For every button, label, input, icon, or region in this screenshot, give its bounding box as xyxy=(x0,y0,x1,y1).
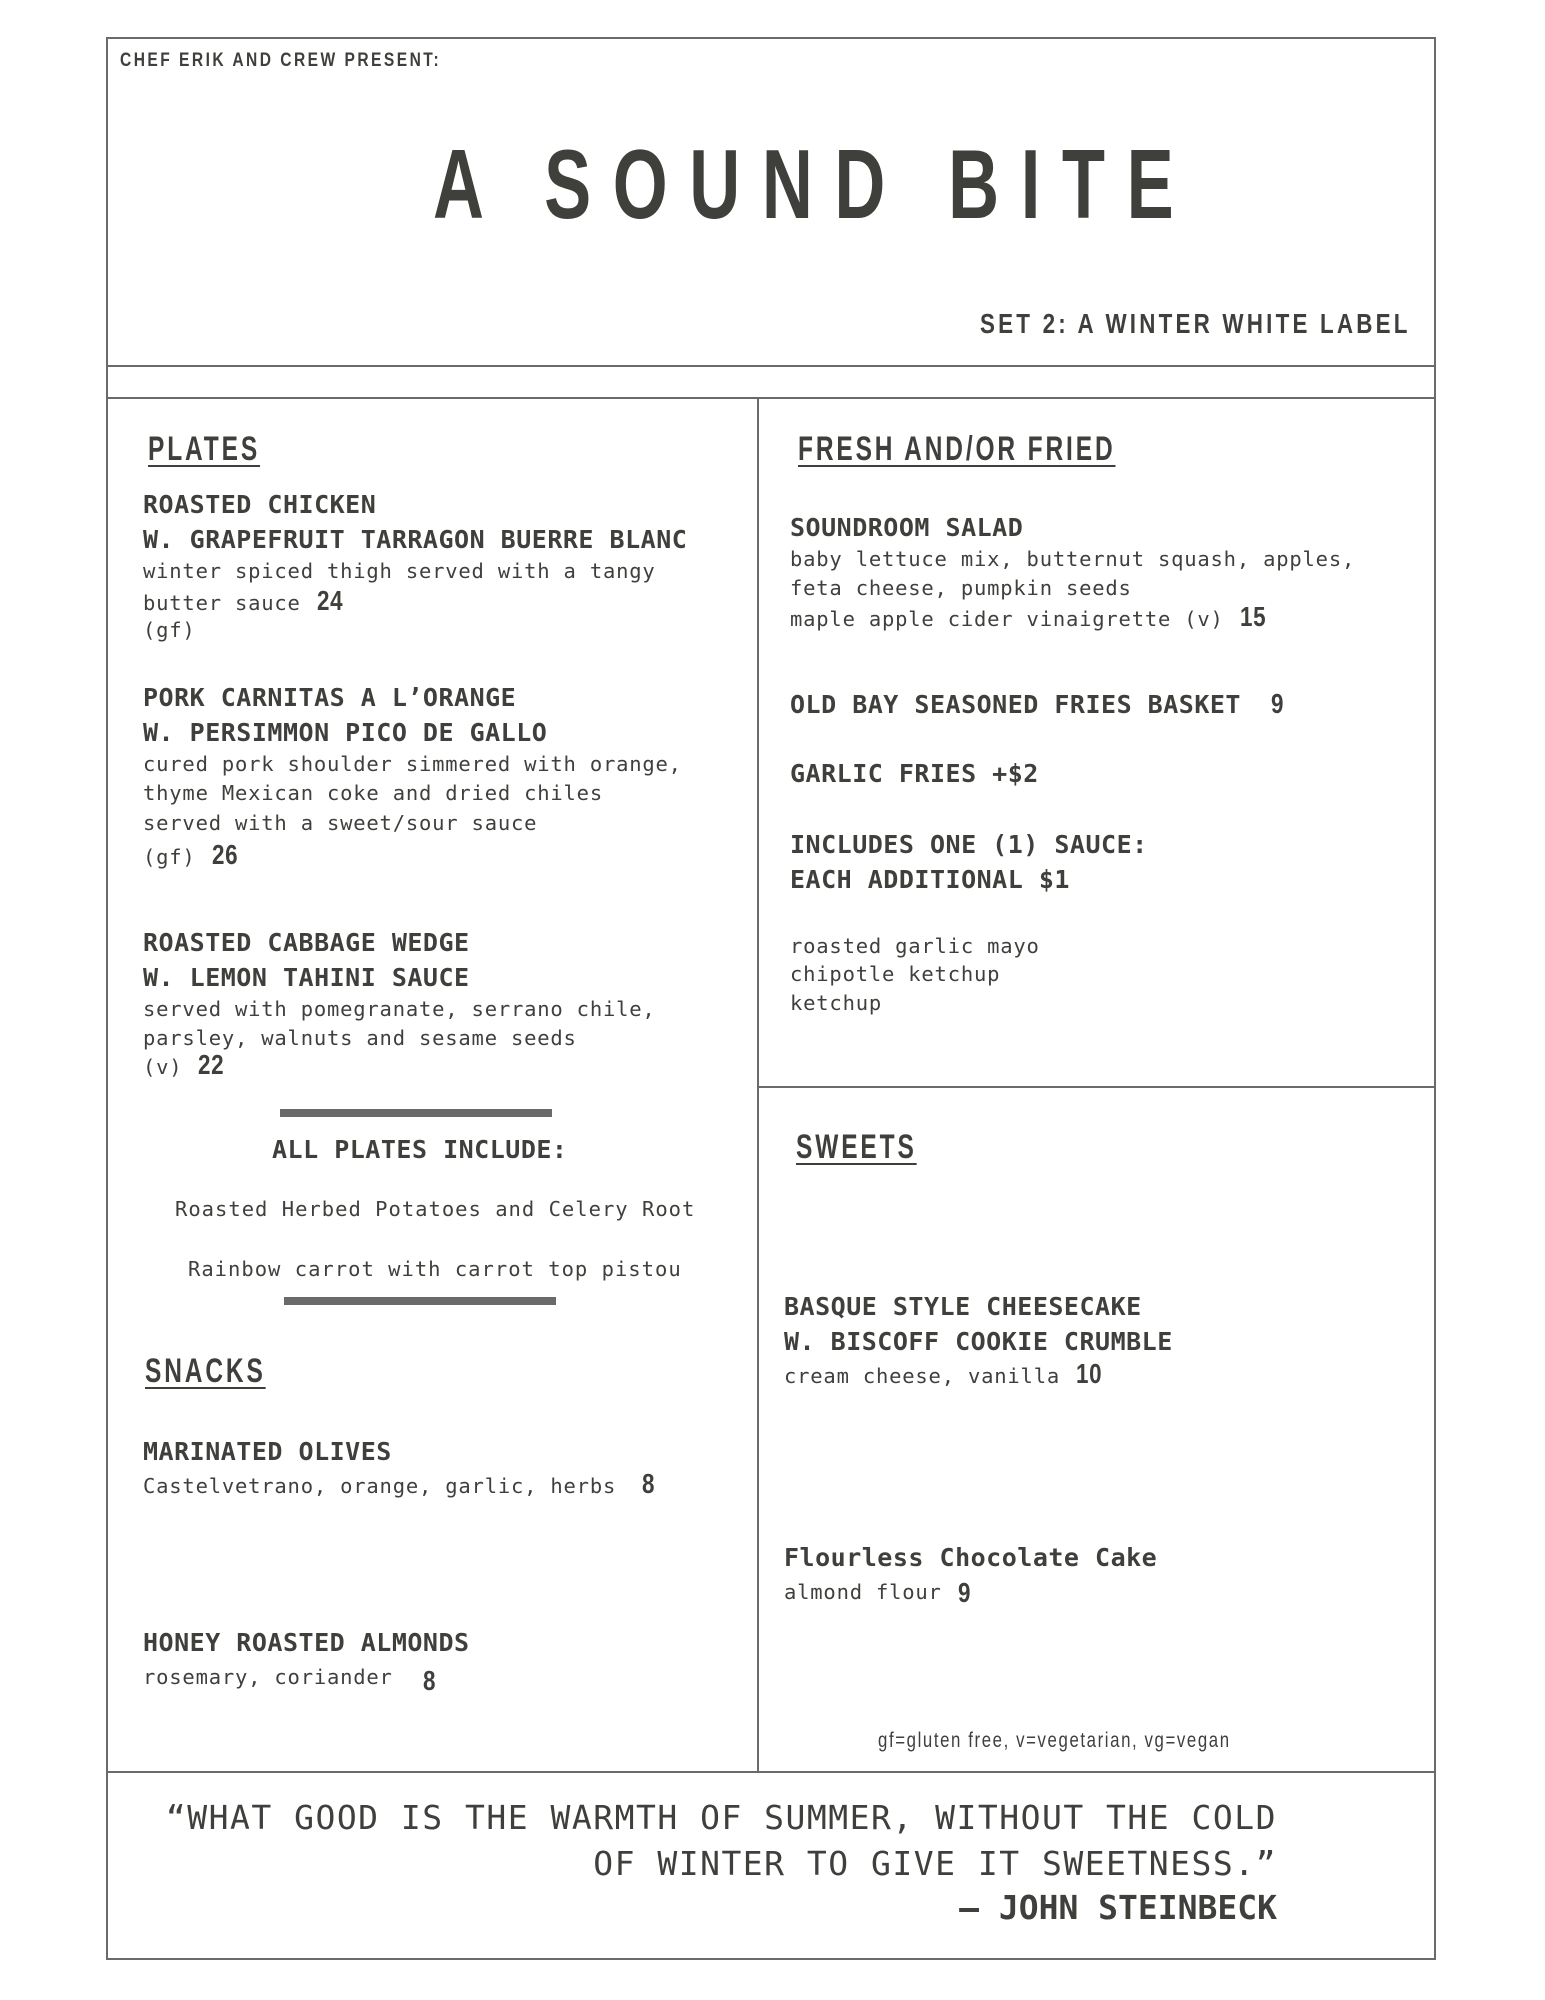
includes-top-rule xyxy=(280,1109,552,1117)
salad-desc-2: feta cheese, pumpkin seeds xyxy=(790,576,1132,600)
salad-desc: baby lettuce mix, butternut squash, apples, xyxy=(790,547,1356,571)
column-divider xyxy=(757,397,759,1771)
snack-1-desc: Castelvetrano, orange, garlic, herbs xyxy=(143,1474,617,1498)
sweet-2-name: Flourless Chocolate Cake xyxy=(784,1543,1158,1572)
plate-1-desc: winter spiced thigh served with a tangy xyxy=(143,559,656,583)
body-top-divider xyxy=(106,397,1436,399)
sweet-2-desc-row xyxy=(784,1575,974,1607)
sweet-1-desc-row xyxy=(784,1359,1109,1391)
snack-2-desc: rosemary, coriander xyxy=(143,1665,393,1689)
salad-price: 15 xyxy=(1239,601,1266,632)
plate-2-price: 26 xyxy=(211,839,238,870)
sweets-heading: SWEETS xyxy=(796,1128,917,1166)
fries-price: 9 xyxy=(1271,688,1284,719)
plate-2-tag-row xyxy=(143,840,244,872)
sauce-line-1: INCLUDES ONE (1) SAUCE: xyxy=(790,830,1148,859)
plate-3-name: ROASTED CABBAGE WEDGE xyxy=(143,928,470,957)
salad-desc-3: maple apple cider vinaigrette (v) xyxy=(790,607,1224,631)
include-item-2: Rainbow carrot with carrot top pistou xyxy=(188,1257,682,1281)
quote-line-2: OF WINTER TO GIVE IT SWEETNESS.” xyxy=(593,1844,1277,1883)
snack-1-price: 8 xyxy=(642,1468,656,1499)
presenter-line: CHEF ERIK AND CREW PRESENT: xyxy=(120,50,442,71)
header-divider xyxy=(106,365,1436,367)
sauce-option-3: ketchup xyxy=(790,991,882,1015)
quote-line-1: “WHAT GOOD IS THE WARMTH OF SUMMER, WITHOUT THE COLD xyxy=(165,1798,1277,1837)
sweet-1-name: BASQUE STYLE CHEESECAKE xyxy=(784,1292,1142,1321)
sauce-option-1: roasted garlic mayo xyxy=(790,934,1040,958)
plate-1-desc-2 xyxy=(143,586,349,618)
sweet-2-price: 9 xyxy=(957,1577,971,1608)
includes-heading: ALL PLATES INCLUDE: xyxy=(272,1135,568,1164)
sweet-1-price: 10 xyxy=(1075,1358,1103,1389)
salad-name: SOUNDROOM SALAD xyxy=(790,513,1024,542)
garlic-fries: GARLIC FRIES +$2 xyxy=(790,759,1039,788)
sweets-divider xyxy=(757,1086,1436,1088)
plate-3-desc: served with pomegranate, serrano chile, xyxy=(143,997,656,1021)
sauce-option-2: chipotle ketchup xyxy=(790,962,1001,986)
fresh-heading: FRESH AND/OR FRIED xyxy=(798,430,1116,468)
sweet-2-desc: almond flour xyxy=(784,1580,942,1604)
plate-2-subtitle: W. PERSIMMON PICO DE GALLO xyxy=(143,718,548,747)
snack-1-desc-row xyxy=(143,1469,659,1501)
plate-2-name: PORK CARNITAS A L’ORANGE xyxy=(143,683,517,712)
snack-2-desc-row xyxy=(143,1660,439,1696)
plate-3-tag: (v) xyxy=(143,1055,183,1079)
menu-title: A SOUND BITE xyxy=(433,129,1196,239)
includes-bottom-rule xyxy=(284,1297,556,1305)
plate-1-subtitle: W. GRAPEFRUIT TARRAGON BUERRE BLANC xyxy=(143,525,688,554)
snacks-heading: SNACKS xyxy=(145,1352,266,1390)
plate-3-tag-row xyxy=(143,1050,231,1082)
plates-heading: PLATES xyxy=(148,430,261,468)
plate-3-subtitle: W. LEMON TAHINI SAUCE xyxy=(143,963,470,992)
include-item-1: Roasted Herbed Potatoes and Celery Root xyxy=(175,1197,696,1221)
plate-2-desc-3: served with a sweet/sour sauce xyxy=(143,811,538,835)
snack-2-name: HONEY ROASTED ALMONDS xyxy=(143,1628,470,1657)
plate-3-price: 22 xyxy=(198,1049,225,1080)
plate-3-desc-2: parsley, walnuts and sesame seeds xyxy=(143,1026,577,1050)
snack-2-price: 8 xyxy=(422,1665,436,1696)
sweet-1-subtitle: W. BISCOFF COOKIE CRUMBLE xyxy=(784,1327,1173,1356)
plate-2-tag: (gf) xyxy=(143,845,196,869)
snack-1-name: MARINATED OLIVES xyxy=(143,1437,392,1466)
fries-name: OLD BAY SEASONED FRIES BASKET xyxy=(790,690,1241,719)
plate-1-price: 24 xyxy=(316,585,343,616)
plate-1-tag: (gf) xyxy=(143,618,196,642)
dietary-legend: gf=gluten free, v=vegetarian, vg=vegan xyxy=(878,1729,1231,1752)
footer-divider xyxy=(106,1771,1436,1773)
plate-1-name: ROASTED CHICKEN xyxy=(143,490,377,519)
salad-desc-3-row xyxy=(790,602,1272,634)
plate-2-desc-2: thyme Mexican coke and dried chiles xyxy=(143,781,603,805)
set-label: SET 2: A WINTER WHITE LABEL xyxy=(980,308,1411,339)
quote-author: – JOHN STEINBECK xyxy=(959,1888,1277,1927)
plate-1-desc-text: butter sauce xyxy=(143,591,301,615)
fries-row xyxy=(790,688,1287,720)
plate-2-desc: cured pork shoulder simmered with orange, xyxy=(143,752,682,776)
sauce-line-2: EACH ADDITIONAL $1 xyxy=(790,865,1070,894)
sweet-1-desc: cream cheese, vanilla xyxy=(784,1364,1060,1388)
